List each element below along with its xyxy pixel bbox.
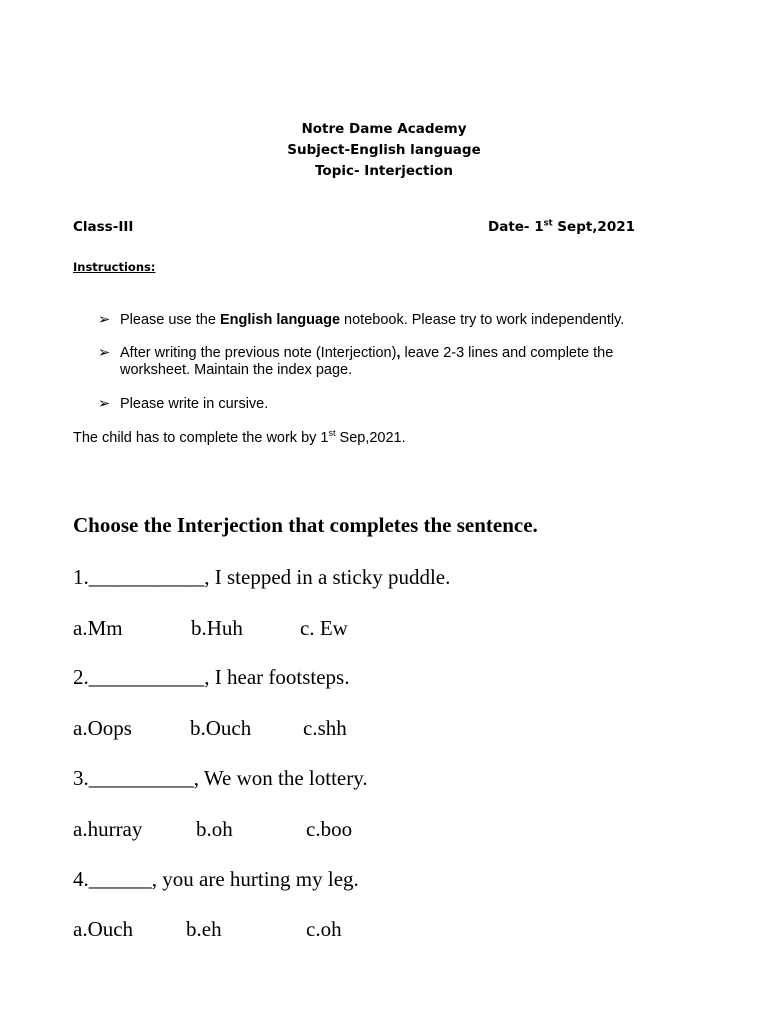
question-4-option-b: b.eh <box>186 917 222 941</box>
question-3-option-c: c.boo <box>306 817 353 841</box>
date-label: Date- 1st Sept,2021 <box>488 217 636 235</box>
topic-line: Topic- Interjection <box>315 163 453 179</box>
question-4-option-a: a.Ouch <box>73 917 134 941</box>
question-4: 4.______, you are hurting my leg. <box>73 867 359 891</box>
completion-note: The child has to complete the work by 1st Sep,2021. <box>73 428 406 446</box>
question-3: 3.__________, We won the lottery. <box>73 766 368 790</box>
question-1: 1.___________, I stepped in a sticky puddle. <box>73 565 451 589</box>
instruction-item-2: After writing the previous note (Interjection), leave 2-3 lines and complete the worksheet. Maintain the index page. <box>120 345 614 378</box>
question-1-option-b: b.Huh <box>191 616 243 640</box>
question-3-option-b: b.oh <box>196 817 233 841</box>
bullet-arrow-icon: ➢ <box>98 396 111 412</box>
worksheet-title: Choose the Interjection that completes the sentence. <box>73 513 538 537</box>
school-name: Notre Dame Academy <box>301 121 467 137</box>
question-2: 2.___________, I hear footsteps. <box>73 665 350 689</box>
question-2-option-c: c.shh <box>303 716 347 740</box>
instruction-item-3: Please write in cursive. <box>120 396 269 412</box>
question-1-option-c: c. Ew <box>300 616 348 640</box>
question-2-option-a: a.Oops <box>73 716 132 740</box>
question-2-option-b: b.Ouch <box>190 716 252 740</box>
subject-line: Subject-English language <box>287 142 481 158</box>
question-4-option-c: c.oh <box>306 917 342 941</box>
bullet-arrow-icon: ➢ <box>98 345 111 361</box>
question-1-option-a: a.Mm <box>73 616 123 640</box>
instructions-label: Instructions: <box>73 260 156 274</box>
instruction-item-1: Please use the English language notebook. Please try to work independently. <box>120 312 625 328</box>
bullet-arrow-icon: ➢ <box>98 312 111 328</box>
question-3-option-a: a.hurray <box>73 817 143 841</box>
class-label: Class-III <box>73 219 134 235</box>
